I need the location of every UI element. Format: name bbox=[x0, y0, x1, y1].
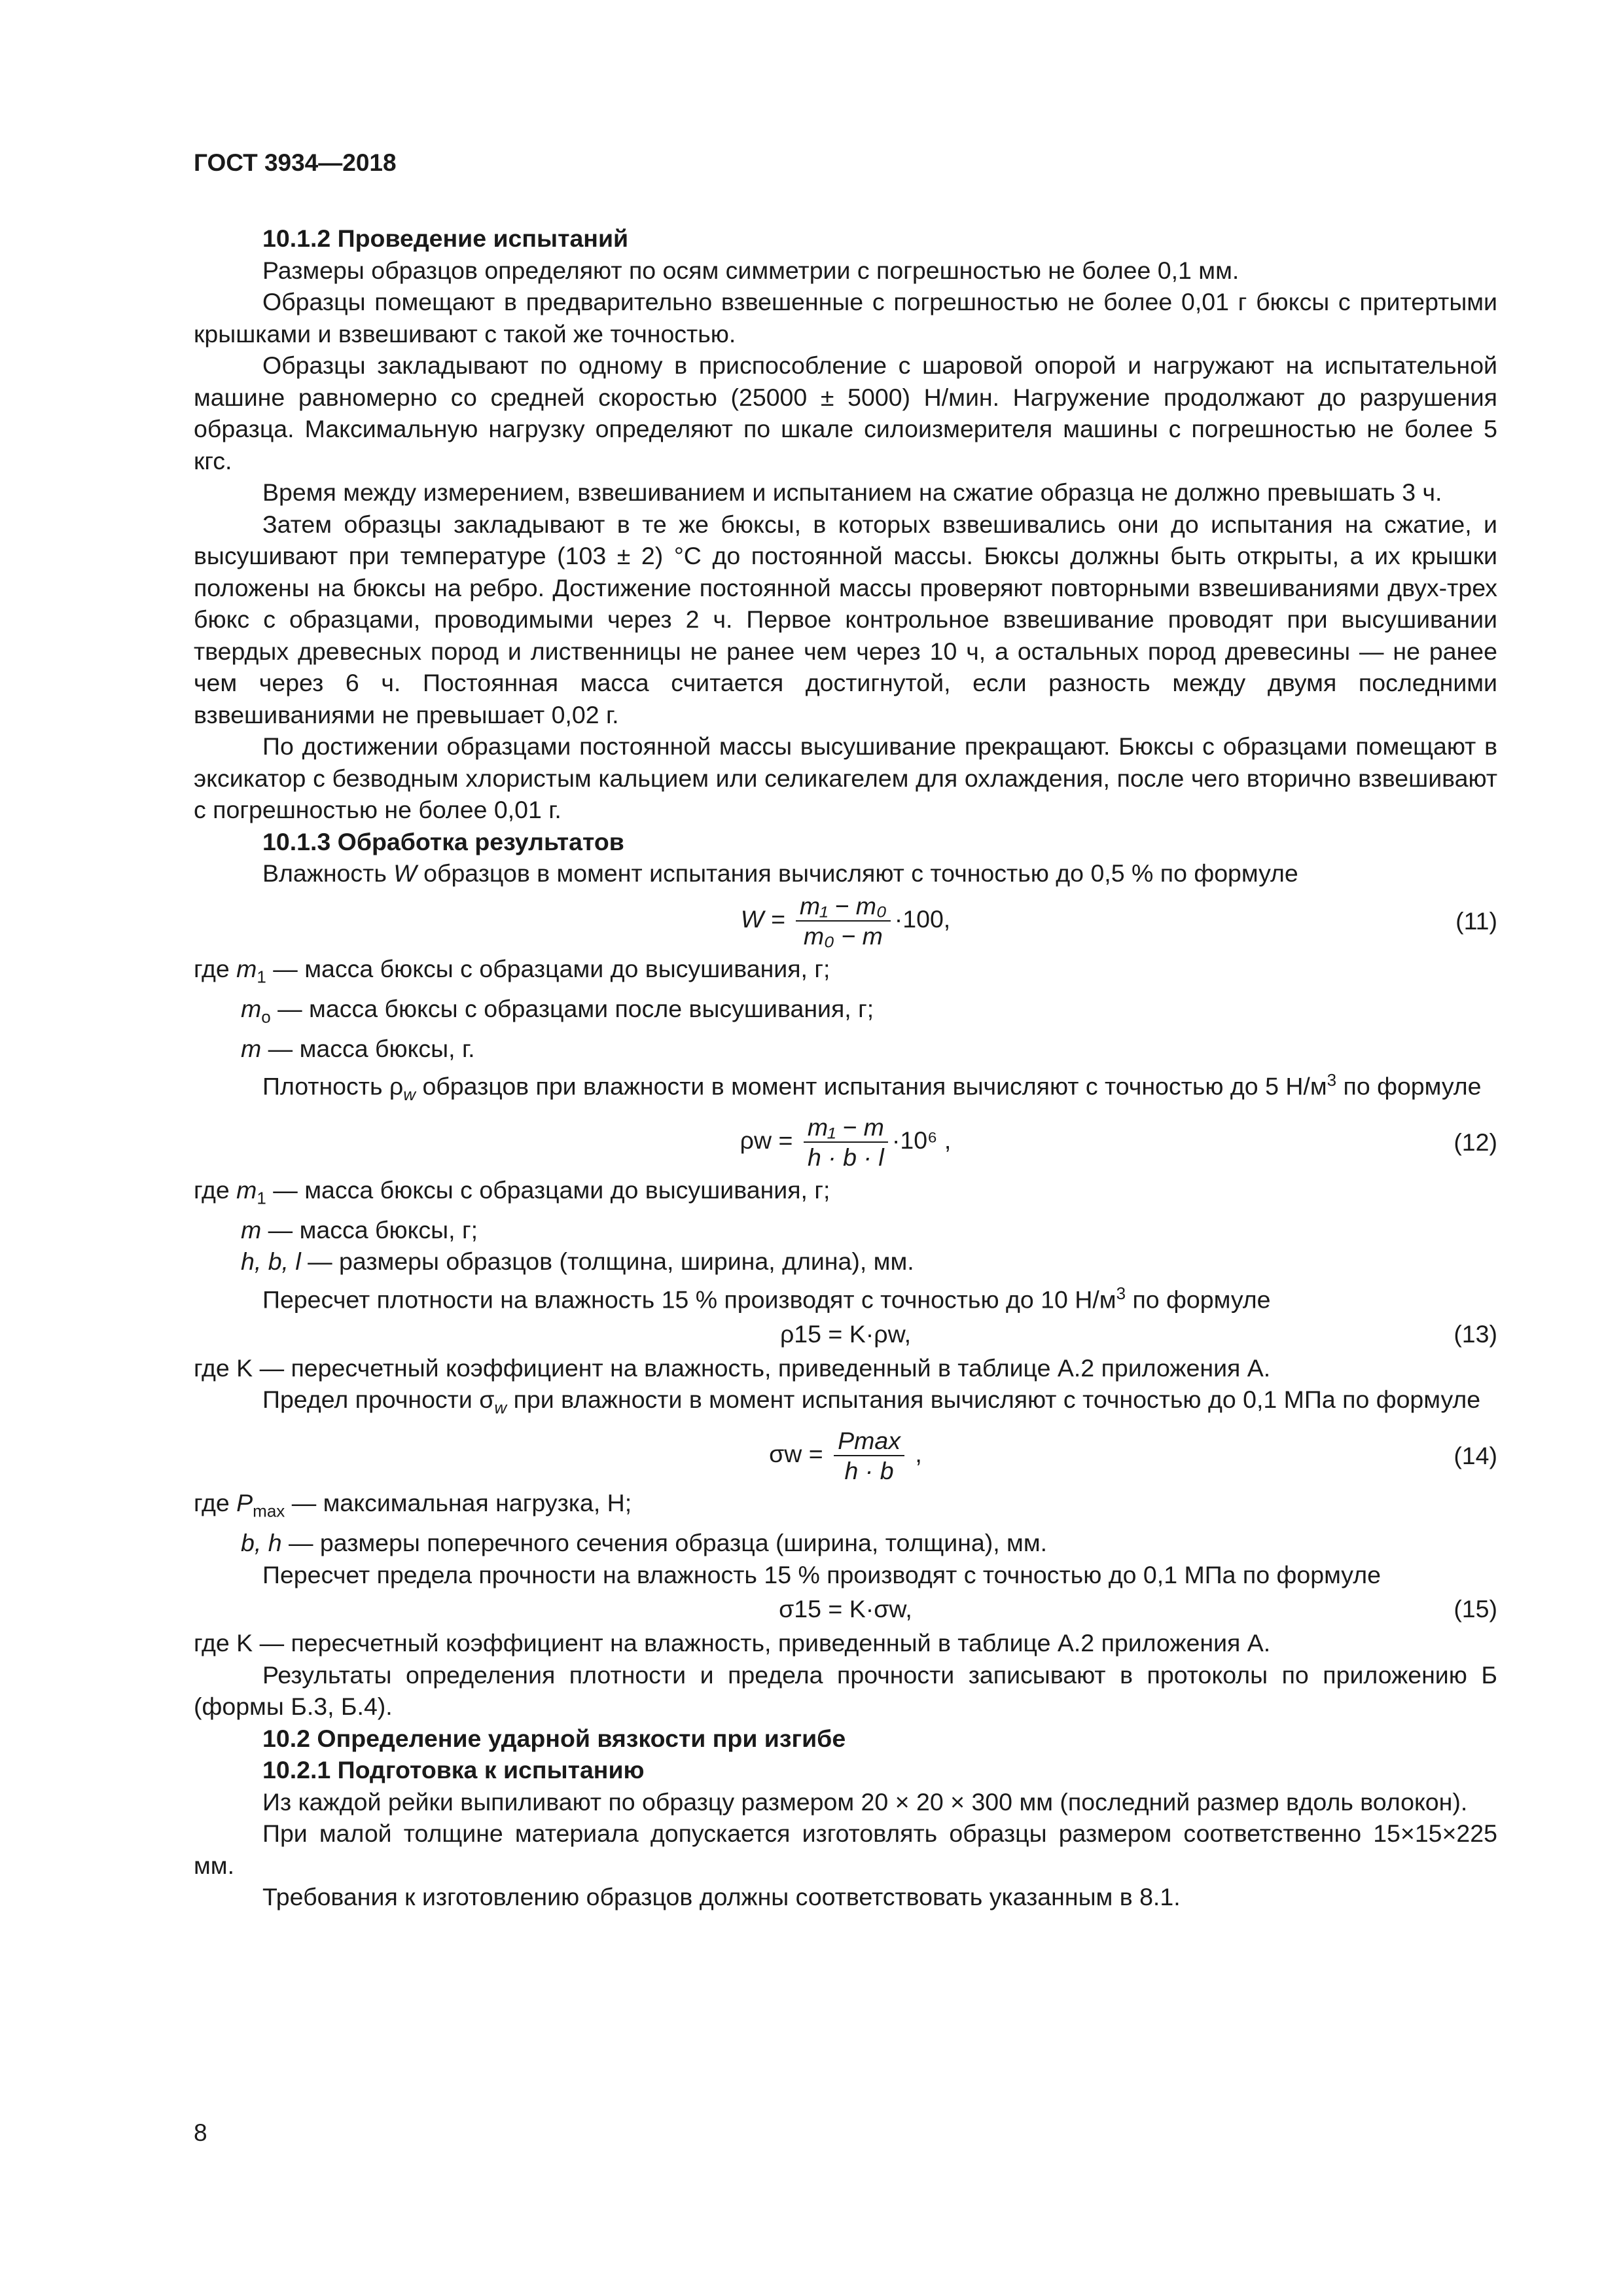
formula-number: (15) bbox=[1454, 1594, 1497, 1623]
where-line: где $m_1$ — масса бюксы с образцами до высушивания, г; bbox=[194, 1175, 830, 1208]
section-heading-10-2-1: 10.2.1 Подготовка к испытанию bbox=[262, 1756, 645, 1784]
paragraph: Образцы закладывают по одному в приспособление с шаровой опорой и нагружают на испытательной машине равномерно со средней скоростью (25000 ± 5000) Н/мин. Нагружение продолжают до разрушения образца. Максимальную нагрузку определяют по шкале силоизмерителя машины с погрешностью не более 5 кгс. bbox=[194, 351, 1497, 475]
where-line: b, h — размеры поперечного сечения образца (ширина, толщина), мм. bbox=[241, 1529, 1048, 1556]
where-line: m — масса бюксы, г; bbox=[241, 1215, 478, 1244]
paragraph: Предел прочности $\sigma_w$ при влажности в момент испытания вычисляют с точностью до 0,1 МПа по формуле bbox=[262, 1386, 1481, 1418]
where-line: где $m_1$ — масса бюксы с образцами до высушивания, г; bbox=[194, 954, 830, 986]
formula-13: ρ15 = K·ρw, (13) bbox=[194, 1316, 1497, 1352]
section-heading-10-1-3: 10.1.3 Обработка результатов bbox=[262, 827, 624, 855]
formula-number: (13) bbox=[1454, 1319, 1497, 1348]
where-line: h, b, l — размеры образцов (толщина, ширина, длина), мм. bbox=[241, 1247, 914, 1275]
where-line: где K — пересчетный коэффициент на влажность, приведенный в таблице А.2 приложения А. bbox=[194, 1354, 1271, 1382]
formula-number: (12) bbox=[1454, 1128, 1497, 1156]
formula-11: W = $\frac{\text{m₁ − m₀}}{\text{m₀ − m}}$ ·100, (11) bbox=[740, 892, 1497, 950]
paragraph: Пересчет плотности на влажность 15 % производят с точностью до 10 $Н/м^3$ по формуле bbox=[262, 1283, 1271, 1313]
formula-14: σw = $\frac{Pmax}{h \cdot b}$ , (14) bbox=[769, 1426, 1497, 1484]
paragraph: Затем образцы закладывают в те же бюксы, в которых взвешивались они до испытания на сжатие, и высушивают при температуре (103 ± 2) °С до постоянной массы. Бюксы должны быть открыты, а их крышки положены на бюксы на ребро. Достижение постоянной массы проверяют повторными взвешиваниями двух-трех бюкс с образцами, проводимыми через 2 ч. Первое контрольное взвешивание проводят при высушивании твердых древесных пород и лиственницы не ранее чем через 10 ч, а остальных пород древесины — не ранее чем через 6 ч. Постоянная масса считается достигнутой, если разность между двумя последними взвешиваниями не превышает 0,02 г. bbox=[194, 510, 1497, 728]
where-line: где K — пересчетный коэффициент на влажность, приведенный в таблице А.2 приложения А. bbox=[194, 1629, 1271, 1657]
paragraph: При малой толщине материала допускается изготовлять образцы размером соответственно 15×15×225 мм. bbox=[194, 1820, 1497, 1879]
where-line: где $P_{max}$ — максимальная нагрузка, Н; bbox=[194, 1489, 632, 1521]
document-body bbox=[194, 223, 1497, 1913]
paragraph: Влажность W образцов в момент испытания вычисляют с точностью до 0,5 % по формуле bbox=[262, 859, 1298, 887]
page-number: 8 bbox=[194, 2119, 207, 2146]
section-heading-10-1-2: 10.1.2 Проведение испытаний bbox=[262, 224, 629, 252]
where-line: $m_о$ — масса бюксы с образцами после высушивания, г; bbox=[241, 994, 874, 1026]
paragraph: По достижении образцами постоянной массы высушивание прекращают. Бюксы с образцами помещают в эксикатор с безводным хлористым кальцием или селикагелем для охлаждения, после чего вторично взвешивают с погрешностью не более 0,01 г. bbox=[194, 732, 1497, 823]
paragraph: Пересчет предела прочности на влажность 15 % производят с точностью до 0,1 МПа по формуле bbox=[262, 1560, 1381, 1588]
formula-number: (14) bbox=[1454, 1441, 1497, 1469]
formula-12: ρw = $\frac{\text{m₁ − m}}{h \cdot b \cdot l}$ ·10⁶ , (12) bbox=[740, 1113, 1497, 1171]
paragraph: Образцы помещают в предварительно взвешенные с погрешностью не более 0,01 г бюксы с притертыми крышками и взвешивают с такой же точностью. bbox=[194, 288, 1497, 348]
section-heading-10-2: 10.2 Определение ударной вязкости при изгибе bbox=[262, 1724, 846, 1752]
paragraph: Из каждой рейки выпиливают по образцу размером 20 × 20 × 300 мм (последний размер вдоль волокон). bbox=[262, 1787, 1468, 1816]
paragraph: Требования к изготовлению образцов должны соответствовать указанным в 8.1. bbox=[262, 1883, 1181, 1910]
paragraph: Результаты определения плотности и предела прочности записывают в протоколы по приложению Б (формы Б.3, Б.4). bbox=[194, 1660, 1497, 1720]
formula-number: (11) bbox=[1455, 906, 1497, 935]
document-header: ГОСТ 3934—2018 bbox=[194, 149, 397, 176]
paragraph: Время между измерением, взвешиванием и испытанием на сжатие образца не должно превышать 3 ч. bbox=[262, 478, 1442, 506]
formula-15: σ15 = K·σw, (15) bbox=[194, 1590, 1497, 1627]
paragraph: Размеры образцов определяют по осям симметрии с погрешностью не более 0,1 мм. bbox=[262, 256, 1240, 284]
paragraph: Плотность $\rho_w$ образцов при влажности в момент испытания вычисляют с точностью до 5 $Н/м^3$ по формуле bbox=[262, 1070, 1482, 1104]
where-line: m — масса бюксы, г. bbox=[241, 1034, 475, 1062]
